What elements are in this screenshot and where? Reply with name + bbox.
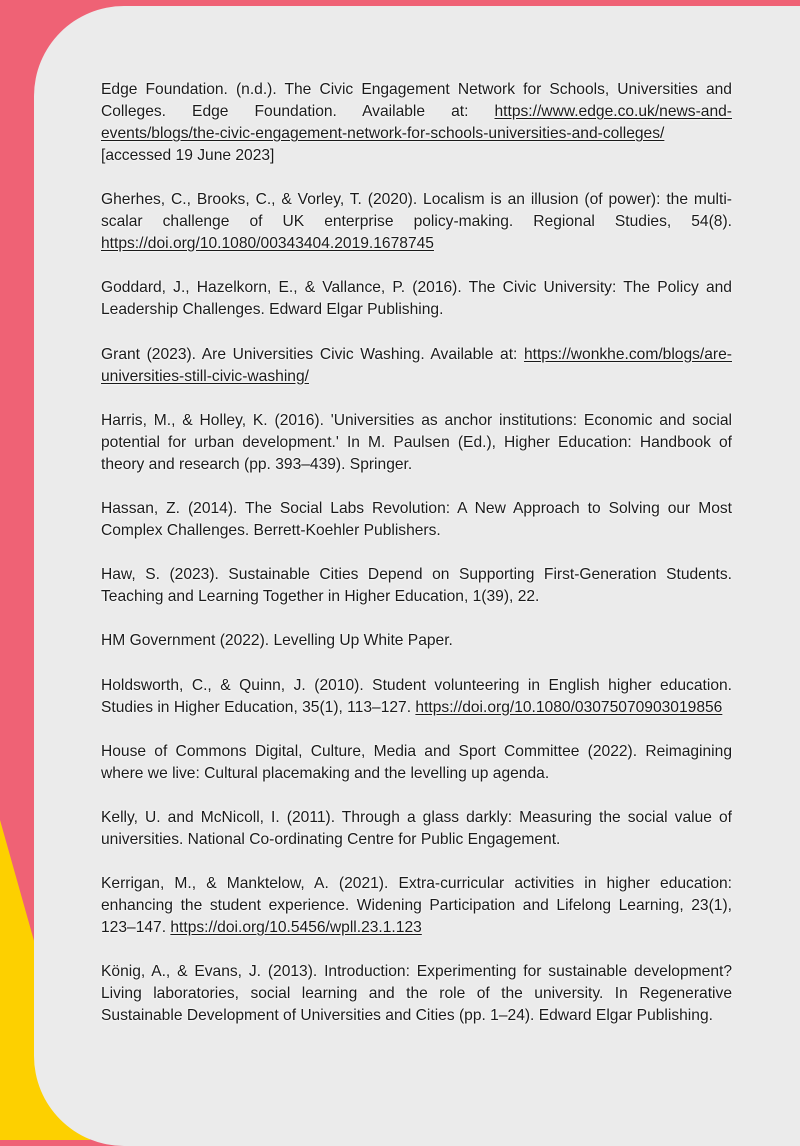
- reference-entry: [101, 961, 732, 1027]
- reference-text: Haw, S. (2023). Sustainable Cities Depend on Supporting First-Generation Students. Teaching and Learning Together in Higher Education, 1(39), 22.: [101, 566, 732, 606]
- reference-entry: [101, 807, 732, 851]
- reference-entry: [101, 189, 732, 255]
- reference-link[interactable]: https://doi.org/10.1080/00343404.2019.1678745: [101, 235, 434, 253]
- reference-entry: [101, 498, 732, 542]
- reference-text: König, A., & Evans, J. (2013). Introduction: Experimenting for sustainable development? Living laboratories, social learning and the role of the university. In Regenerative Sustainable Development of Universities and Cities (pp. 1–24). Edward Elgar Publishing.: [101, 963, 732, 1025]
- reference-entry: [101, 410, 732, 476]
- reference-text-tail: [accessed 19 June 2023]: [101, 147, 275, 164]
- reference-text: Edge Foundation. (n.d.). The Civic Engagement Network for Schools, Universities and Colleges. Edge Foundation. Available at:: [101, 81, 732, 120]
- reference-entry: [101, 277, 732, 321]
- reference-entry: [101, 741, 732, 785]
- reference-text: House of Commons Digital, Culture, Media and Sport Committee (2022). Reimagining where we live: Cultural placemaking and the levelling up agenda.: [101, 742, 732, 782]
- reference-link[interactable]: https://doi.org/10.1080/03075070903019856: [415, 698, 723, 716]
- reference-entry: [101, 675, 732, 719]
- reference-text: Hassan, Z. (2014). The Social Labs Revolution: A New Approach to Solving our Most Complex Challenges. Berrett-Koehler Publishers.: [101, 499, 732, 539]
- reference-link[interactable]: https://wonkhe.com/blogs/are-universities-still-civic-washing/: [101, 345, 732, 385]
- reference-list: [101, 79, 732, 1049]
- reference-text: Holdsworth, C., & Quinn, J. (2010). Student volunteering in English higher education. Studies in Higher Education, 35(1), 113–127.: [101, 676, 732, 716]
- reference-text: HM Government (2022). Levelling Up White Paper.: [101, 632, 453, 650]
- reference-text: Harris, M., & Holley, K. (2016). 'Universities as anchor institutions: Economic and social potential for urban development.' In M. Paulsen (Ed.), Higher Education: Handbook of theory and research (pp. 393–439). Springer.: [101, 411, 732, 473]
- reference-entry: [101, 564, 732, 608]
- reference-link[interactable]: https://doi.org/10.5456/wpll.23.1.123: [170, 919, 422, 937]
- reference-entry: [101, 630, 732, 652]
- reference-entry: [101, 344, 732, 388]
- reference-link[interactable]: https://www.edge.co.uk/news-and-events/blogs/the-civic-engagement-network-for-schools-universities-and-colleges/: [101, 103, 732, 142]
- reference-text: Grant (2023). Are Universities Civic Washing. Available at:: [101, 345, 524, 363]
- reference-entry: [101, 79, 732, 167]
- reference-text: Kelly, U. and McNicoll, I. (2011). Through a glass darkly: Measuring the social value of universities. National Co-ordinating Centre for Public Engagement.: [101, 808, 732, 848]
- reference-text: Gherhes, C., Brooks, C., & Vorley, T. (2020). Localism is an illusion (of power): the multi-scalar challenge of UK enterprise policy-making. Regional Studies, 54(8).: [101, 191, 732, 231]
- reference-text: Kerrigan, M., & Manktelow, A. (2021). Extra-curricular activities in higher education: enhancing the student experience. Widening Participation and Lifelong Learning, 23(1), 123–147.: [101, 875, 732, 937]
- reference-entry: [101, 873, 732, 939]
- reference-text: Goddard, J., Hazelkorn, E., & Vallance, P. (2016). The Civic University: The Policy and Leadership Challenges. Edward Elgar Publishing.: [101, 279, 732, 319]
